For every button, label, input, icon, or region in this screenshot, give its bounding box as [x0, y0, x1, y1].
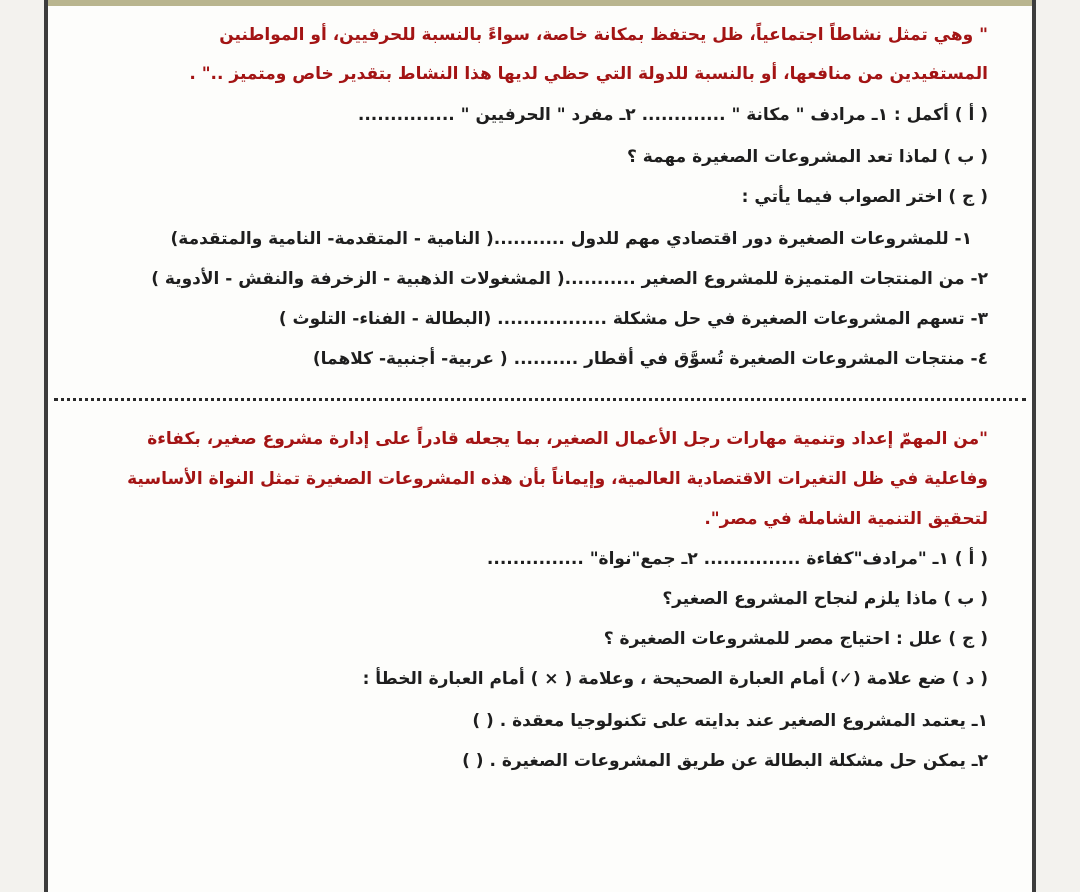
top-border [48, 0, 1032, 6]
passage2-line1: "من المهمّ إعداد وتنمية مهارات رجل الأعمال الصغير، بما يجعله قادراً على إدارة مشروع صغير، بكفاءة [147, 429, 988, 449]
question1-b: ( ب ) لماذا تعد المشروعات الصغيرة مهمة ؟ [626, 147, 988, 167]
passage2-line2: وفاعلية في ظل التغيرات الاقتصادية العالمية، وإيماناً بأن هذه المشروعات الصغيرة تمثل النواة الأساسية [127, 469, 988, 489]
choice-item-3: ٣- تسهم المشروعات الصغيرة في حل مشكلة ................. (البطالة - الفناء- التلوث ) [278, 309, 988, 329]
choice-item-4: ٤- منتجات المشروعات الصغيرة تُسوَّق في أقطار .......... ( عربية- أجنبية- كلاهما) [312, 349, 988, 369]
question2-a: ( أ ) ١ـ "مرادف"كفاءة ............... ٢ـ جمع"نواة" ............... [486, 549, 988, 569]
question2-c: ( ج ) علل : احتياج مصر للمشروعات الصغيرة ؟ [603, 629, 988, 649]
section-divider [54, 398, 1026, 401]
question2-d: ( د ) ضع علامة (✓) أمام العبارة الصحيحة ، وعلامة ( × ) أمام العبارة الخطأ : [362, 669, 988, 689]
choice-item-2: ٢- من المنتجات المتميزة للمشروع الصغير ...........( المشغولات الذهبية - الزخرفة والنقش - الأدوية ) [151, 269, 988, 289]
question1-c: ( ج ) اختر الصواب فيما يأتي : [741, 187, 988, 207]
passage1-line2: المستفيدين من منافعها، أو بالنسبة للدولة التي حظي لديها هذا النشاط بتقدير خاص ومتميز .." . [189, 64, 988, 84]
question1-a: ( أ ) أكمل : ١ـ مرادف " مكانة " ............. ٢ـ مفرد " الحرفيين " ............... [357, 105, 988, 125]
truefalse-item-1: ١ـ يعتمد المشروع الصغير عند بدايته على تكنولوجيا معقدة . ( ) [472, 711, 988, 731]
question2-b: ( ب ) ماذا يلزم لنجاح المشروع الصغير؟ [662, 589, 988, 609]
worksheet-page [44, 0, 1036, 892]
truefalse-item-2: ٢ـ يمكن حل مشكلة البطالة عن طريق المشروعات الصغيرة . ( ) [462, 751, 988, 771]
passage2-line3: لتحقيق التنمية الشاملة في مصر". [704, 509, 988, 529]
choice-item-1: ١- للمشروعات الصغيرة دور اقتصادي مهم للدول ...........( النامية - المتقدمة- النامية والمتقدمة) [170, 229, 972, 249]
passage1-line1: " وهي تمثل نشاطاً اجتماعياً، ظل يحتفظ بمكانة خاصة، سواءً بالنسبة للحرفيين، أو المواطنين [219, 25, 988, 45]
